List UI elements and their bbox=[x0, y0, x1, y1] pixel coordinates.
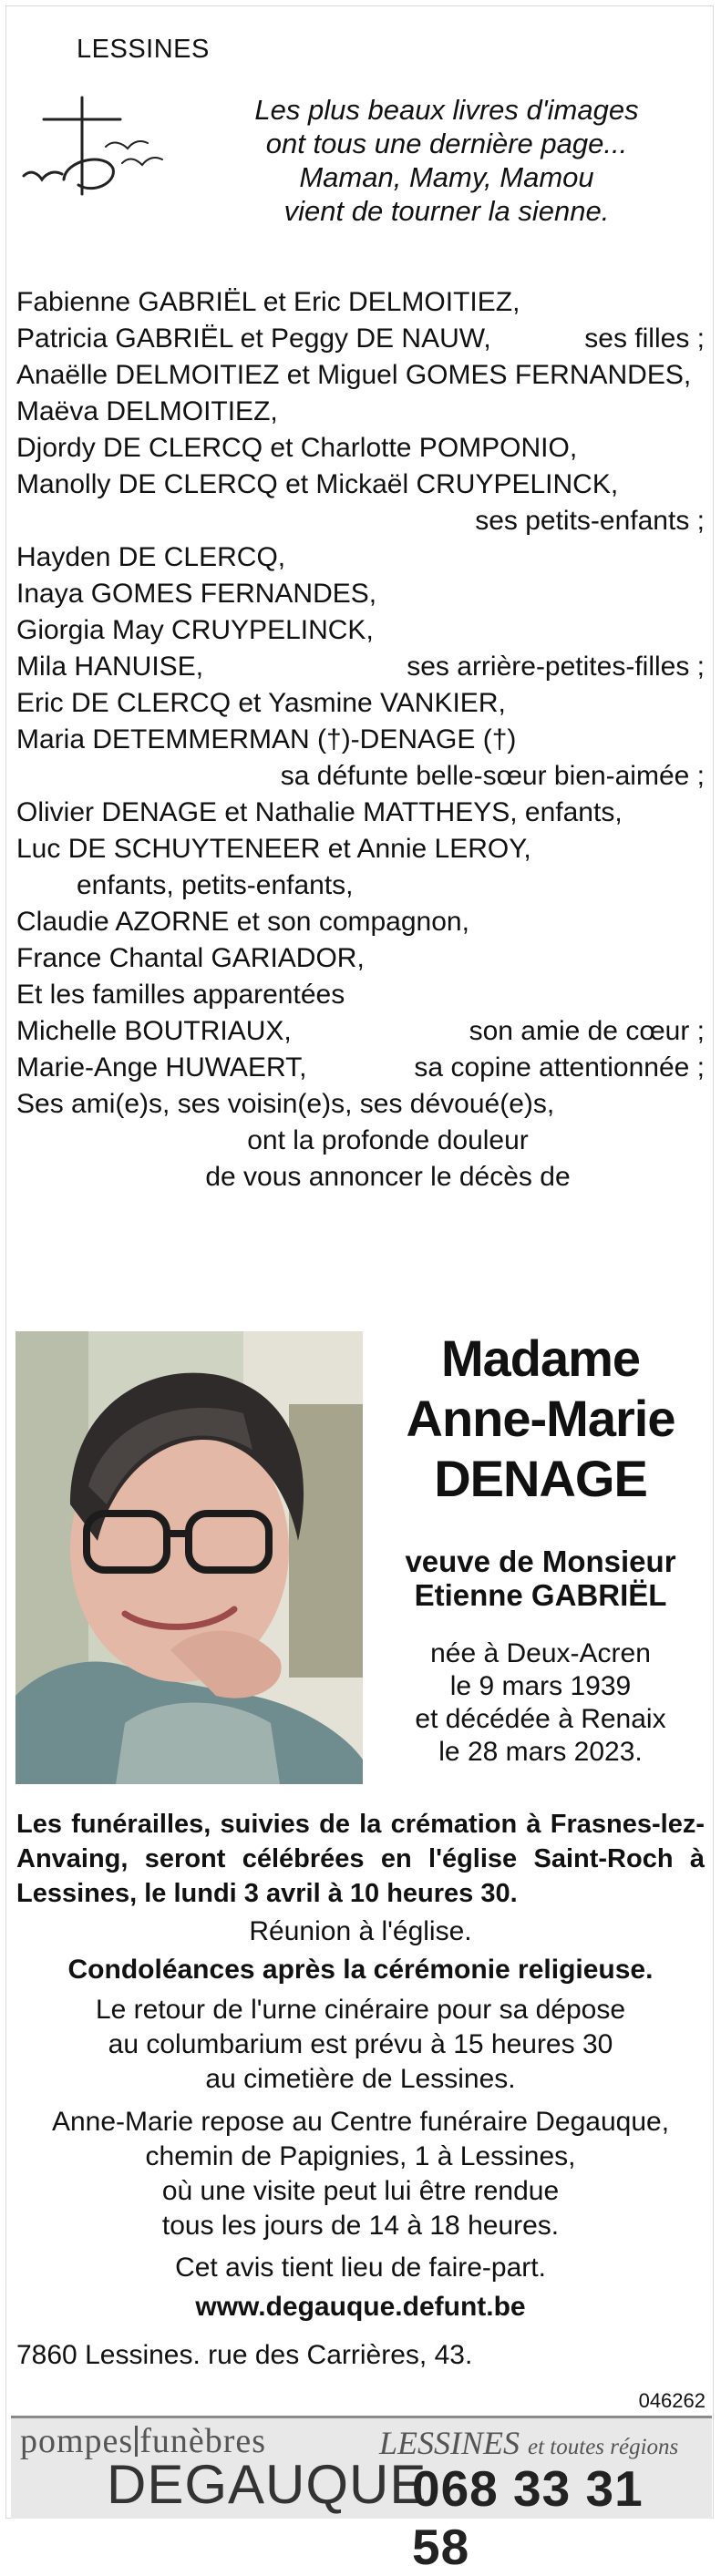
family-line bbox=[16, 867, 705, 904]
family-line bbox=[16, 430, 705, 467]
website-link[interactable]: www.degauque.defunt.be bbox=[195, 2292, 526, 2322]
family-line bbox=[16, 1013, 705, 1050]
family-line bbox=[16, 977, 705, 1013]
poem-line: Maman, Mamy, Mamou bbox=[299, 161, 594, 193]
deceased-title: Madame bbox=[440, 1329, 641, 1387]
funeral-details: Les funérailles, suivies de la crémation à Frasnes-lez-Anvaing, seront célébrées en l'église Saint-Roch à Lessines, le lundi 3 avril à 10 heures 30. bbox=[16, 1810, 705, 1908]
poem-line: Les plus beaux livres d'images bbox=[254, 94, 639, 126]
widow-of: veuve de Monsieur Etienne GABRIËL bbox=[405, 1545, 676, 1612]
family-names: Hayden DE CLERCQ, bbox=[16, 542, 286, 572]
family-line bbox=[16, 685, 705, 722]
family-line bbox=[16, 612, 705, 649]
family-line bbox=[16, 394, 705, 430]
family-names: Giorgia May CRUYPELINCK, bbox=[16, 615, 374, 645]
family-relation: ses petits-enfants ; bbox=[475, 506, 705, 536]
family-names: Maria DETEMMERMAN (†)-DENAGE (†) bbox=[16, 724, 517, 754]
condolences-text: Condoléances après la cérémonie religieuse. bbox=[67, 1955, 654, 1985]
family-names: Luc DE SCHUYTENEER et Annie LEROY, bbox=[16, 834, 531, 864]
family-names: France Chantal GARIADOR, bbox=[16, 943, 365, 973]
family-line bbox=[16, 284, 705, 321]
funeral-home-city: LESSINES et toutes régions bbox=[379, 2425, 679, 2461]
cross-and-birds-icon bbox=[18, 96, 164, 196]
family-names: Ses ami(e)s, ses voisin(e)s, ses dévoué(e)s, bbox=[16, 1089, 555, 1119]
family-line bbox=[16, 795, 705, 831]
divider bbox=[135, 2426, 138, 2457]
family-relation: sa défunte belle-sœur bien-aimée ; bbox=[280, 761, 705, 791]
family-line bbox=[16, 1050, 705, 1086]
visitation-info: Anne-Marie repose au Centre funéraire Degauque, chemin de Papignies, 1 à Lessines, où une visite peut lui être rendue tous les jours de 14 à 18 heures. bbox=[51, 2107, 670, 2241]
reference-number: 046262 bbox=[638, 2389, 706, 2412]
announcement-line: de vous annoncer le décès de bbox=[205, 1162, 571, 1192]
family-line bbox=[16, 904, 705, 940]
family-relation: ses arrière-petites-filles ; bbox=[407, 652, 705, 682]
family-line bbox=[16, 467, 705, 503]
family-line bbox=[16, 831, 705, 867]
birth-death-info: née à Deux-Acren le 9 mars 1939 et décédée à Renaix le 28 mars 2023. bbox=[415, 1638, 666, 1767]
family-list bbox=[16, 284, 705, 1196]
family-names: Inaya GOMES FERNANDES, bbox=[16, 579, 377, 609]
family-address: 7860 Lessines. rue des Carrières, 43. bbox=[16, 2340, 473, 2370]
family-line bbox=[16, 503, 705, 539]
pompes-funebres-label: pompes funèbres bbox=[20, 2422, 267, 2460]
family-names: Claudie AZORNE et son compagnon, bbox=[16, 907, 469, 937]
family-names: Manolly DE CLERCQ et Mickaël CRUYPELINCK, bbox=[16, 469, 619, 499]
family-names: Djordy DE CLERCQ et Charlotte POMPONIO, bbox=[16, 433, 578, 463]
funeral-home-phone[interactable]: 068 33 31 58 bbox=[412, 2460, 644, 2575]
family-relation: son amie de cœur ; bbox=[469, 1016, 705, 1046]
family-names: Eric DE CLERCQ et Yasmine VANKIER, bbox=[16, 688, 506, 718]
family-relation: enfants, petits-enfants, bbox=[77, 870, 354, 900]
family-names: Patricia GABRIËL et Peggy DE NAUW, bbox=[16, 323, 491, 354]
family-line bbox=[16, 539, 705, 576]
deceased-first-name: Anne-Marie bbox=[406, 1390, 675, 1447]
poem-line: vient de tourner la sienne. bbox=[283, 195, 610, 227]
family-names: Fabienne GABRIËL et Eric DELMOITIEZ, bbox=[16, 287, 520, 317]
poem bbox=[201, 93, 693, 228]
family-line bbox=[16, 357, 705, 394]
family-line bbox=[16, 649, 705, 685]
funeral-home-brand: DEGAUQUE bbox=[107, 2454, 427, 2515]
family-names: Mila HANUISE, bbox=[16, 652, 204, 682]
family-names: Marie-Ange HUWAERT, bbox=[16, 1052, 307, 1083]
poem-line: ont tous une dernière page... bbox=[265, 128, 628, 159]
family-relation: sa copine attentionnée ; bbox=[414, 1052, 705, 1083]
deceased-name bbox=[374, 1329, 707, 1509]
family-names: Anaëlle DELMOITIEZ et Miguel GOMES FERNANDES, bbox=[16, 360, 692, 390]
funeral-home-banner bbox=[11, 2416, 712, 2575]
family-line bbox=[16, 1086, 705, 1123]
family-line bbox=[16, 758, 705, 795]
family-names: Michelle BOUTRIAUX, bbox=[16, 1016, 292, 1046]
urn-info: Le retour de l'urne cinéraire pour sa dépose au columbarium est prévu à 15 heures 30 au cimetière de Lessines. bbox=[95, 1995, 626, 2094]
family-names: Maëva DELMOITIEZ, bbox=[16, 396, 278, 426]
city-heading: LESSINES bbox=[77, 35, 210, 64]
family-relation: ses filles ; bbox=[584, 323, 705, 354]
family-names: Et les familles apparentées bbox=[16, 980, 345, 1010]
reunion-text: Réunion à l'église. bbox=[249, 1916, 472, 1946]
family-line bbox=[16, 722, 705, 758]
deceased-last-name: DENAGE bbox=[434, 1450, 647, 1507]
family-line bbox=[16, 940, 705, 977]
announcement-line: ont la profonde douleur bbox=[247, 1125, 529, 1155]
faire-part-note: Cet avis tient lieu de faire-part. bbox=[175, 2253, 546, 2283]
family-names: Olivier DENAGE et Nathalie MATTHEYS, enfants, bbox=[16, 797, 623, 827]
family-line bbox=[16, 321, 705, 357]
family-line bbox=[16, 576, 705, 612]
portrait-photo bbox=[15, 1331, 363, 1784]
